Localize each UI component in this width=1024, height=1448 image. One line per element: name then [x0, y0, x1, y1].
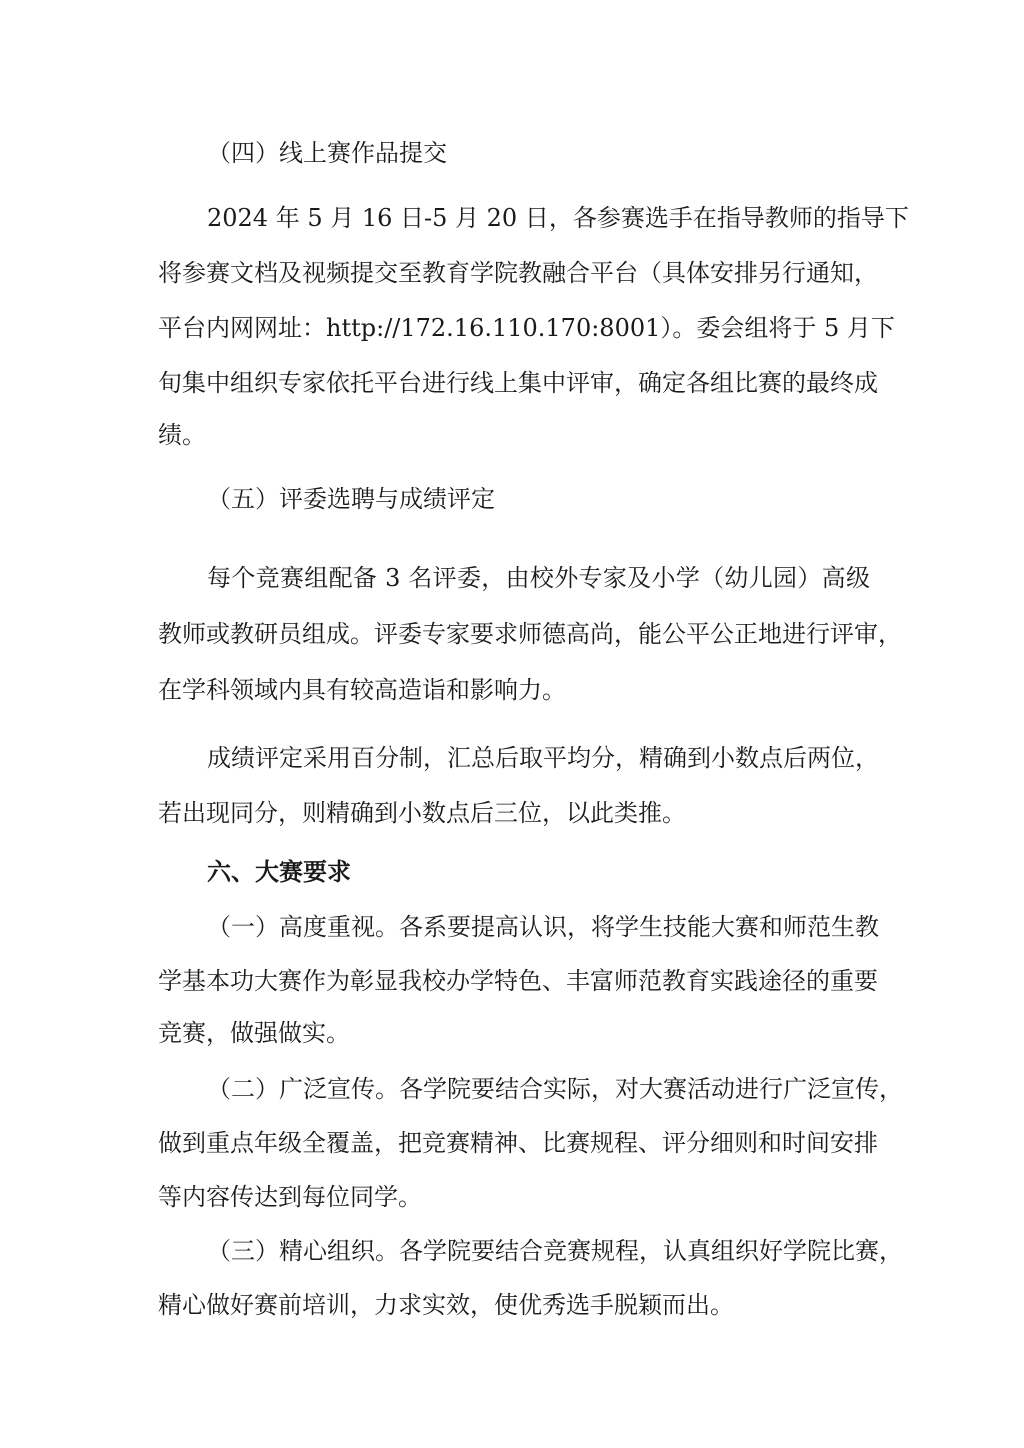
paragraph-line: 学基本功大赛作为彰显我校办学特色、丰富师范教育实践途径的重要 — [158, 967, 878, 995]
paragraph-line: 教师或教研员组成。评委专家要求师德高尚，能公平公正地进行评审， — [158, 620, 902, 648]
paragraph-line: 做到重点年级全覆盖，把竞赛精神、比赛规程、评分细则和时间安排 — [158, 1129, 878, 1157]
paragraph-line: 精心做好赛前培训，力求实效，使优秀选手脱颖而出。 — [158, 1291, 734, 1319]
paragraph-line: 在学科领域内具有较高造诣和影响力。 — [158, 676, 566, 704]
paragraph-line: 旬集中组织专家依托平台进行线上集中评审，确定各组比赛的最终成 — [158, 369, 878, 397]
paragraph-line: 等内容传达到每位同学。 — [158, 1183, 422, 1211]
paragraph-line: 竞赛，做强做实。 — [158, 1019, 350, 1047]
paragraph-line: 将参赛文档及视频提交至教育学院教融合平台（具体安排另行通知， — [158, 259, 878, 287]
paragraph-line: 绩。 — [158, 421, 206, 449]
paragraph-line: 每个竞赛组配备 3 名评委，由校外专家及小学（幼儿园）高级 — [207, 564, 870, 592]
paragraph-line: （二）广泛宣传。各学院要结合实际，对大赛活动进行广泛宣传， — [207, 1075, 903, 1103]
paragraph-line: 成绩评定采用百分制，汇总后取平均分，精确到小数点后两位， — [207, 744, 879, 772]
paragraph-line: 若出现同分，则精确到小数点后三位，以此类推。 — [158, 799, 686, 827]
sub-heading-online-submission: （四）线上赛作品提交 — [207, 139, 447, 167]
paragraph-line: 2024 年 5 月 16 日-5 月 20 日，各参赛选手在指导教师的指导下 — [207, 204, 909, 232]
section-heading-requirements: 六、大赛要求 — [207, 858, 351, 886]
paragraph-line: （三）精心组织。各学院要结合竞赛规程，认真组织好学院比赛， — [207, 1237, 903, 1265]
paragraph-line: 平台内网网址：http://172.16.110.170:8001）。委会组将于 5 月下 — [158, 314, 895, 342]
paragraph-line: （一）高度重视。各系要提高认识，将学生技能大赛和师范生教 — [207, 913, 879, 941]
sub-heading-judges: （五）评委选聘与成绩评定 — [207, 485, 495, 513]
